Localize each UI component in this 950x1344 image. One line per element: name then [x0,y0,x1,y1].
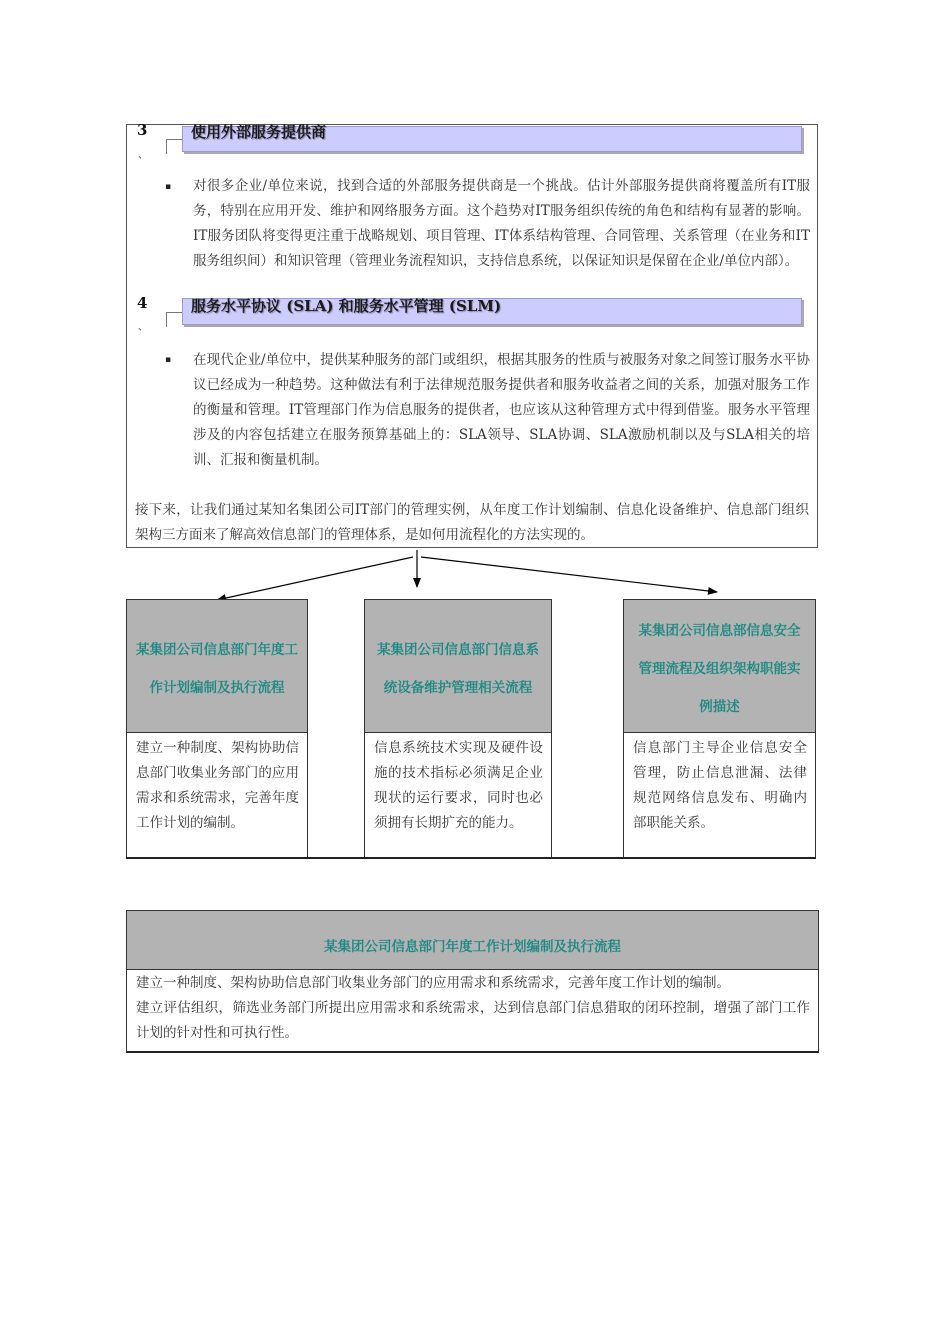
section-3-dot: 、 [138,150,148,161]
column-annual-plan-body: 建立一种制度、架构协助信息部门收集业务部门的应用需求和系统需求，完善年度工作计划的编制。 [136,740,299,831]
section-4-dot: 、 [138,322,148,333]
section-4-number: 4 [137,294,148,312]
annual-plan-table-body [127,970,818,1051]
arrow-right [421,557,717,592]
column-annual-plan [126,599,308,859]
column-equipment-maintenance [364,599,552,859]
section-3-paragraph: 对很多企业/单位来说，找到合适的外部服务提供商是一个挑战。估计外部服务提供商将覆盖所有IT服务，特别在应用开发、维护和网络服务方面。这个趋势对IT服务组织传统的角色和结构有显著的影响。IT服务团队将变得更注重于战略规划、项目管理、IT体系结构管理、合同管理、关系管理（在业务和IT服务组织间）和知识管理（管理业务流程知识，支持信息系统，以保证知识是保留在企业/单位内部）。 [193,178,810,269]
annual-plan-table-line-1: 建立一种制度、架构协助信息部门收集业务部门的应用需求和系统需求，完善年度工作计划的编制。 [136,975,730,991]
section-4-title: 服务水平协议 (SLA) 和服务水平管理 (SLM) [191,297,502,315]
arrow-left [217,557,413,600]
section-3-number: 3 [137,121,148,139]
column-security-management-title: 某集团公司信息部信息安全管理流程及组织架构职能实例描述 [624,600,815,733]
annual-plan-table [126,910,819,1053]
intro-paragraph: 接下来，让我们通过某知名集团公司IT部门的管理实例，从年度工作计划编制、信息化设备维护、信息部门组织架构三方面来了解高效信息部门的管理体系，是如何用流程化的方法实现的。 [135,502,809,543]
section-4-bullet: ▪ [165,355,172,365]
columns-bottom-rule [126,857,816,859]
section-3-bullet: ▪ [165,182,172,192]
column-security-management [623,599,816,859]
column-annual-plan-title: 某集团公司信息部门年度工作计划编制及执行流程 [127,600,307,733]
column-equipment-maintenance-body: 信息系统技术实现及硬件设施的技术指标必须满足企业现状的运行要求，同时也必须拥有长期扩充的能力。 [374,740,543,831]
section-3-title: 使用外部服务提供商 [191,123,327,141]
section-4-paragraph: 在现代企业/单位中，提供某种服务的部门或组织，根据其服务的性质与被服务对象之间签订服务水平协议已经成为一种趋势。这种做法有利于法律规范服务提供者和服务收益者之间的关系，加强对服务工作的衡量和管理。IT管理部门作为信息服务的提供者，也应该从这种管理方式中得到借鉴。服务水平管理涉及的内容包括建立在服务预算基础上的：SLA领导、SLA协调、SLA激励机制以及与SLA相关的培训、汇报和衡量机制。 [193,352,810,468]
annual-plan-table-line-2: 建立评估组织，筛选业务部门所提出应用需求和系统需求，达到信息部门信息猎取的闭环控制，增强了部门工作计划的针对性和可执行性。 [136,1000,810,1041]
annual-plan-table-title: 某集团公司信息部门年度工作计划编制及执行流程 [127,911,818,970]
column-security-management-body: 信息部门主导企业信息安全管理，防止信息泄漏、法律规范网络信息发布、明确内部职能关系。 [633,740,807,831]
flow-arrows [0,0,950,610]
column-equipment-maintenance-title: 某集团公司信息部门信息系统设备维护管理相关流程 [365,600,551,733]
